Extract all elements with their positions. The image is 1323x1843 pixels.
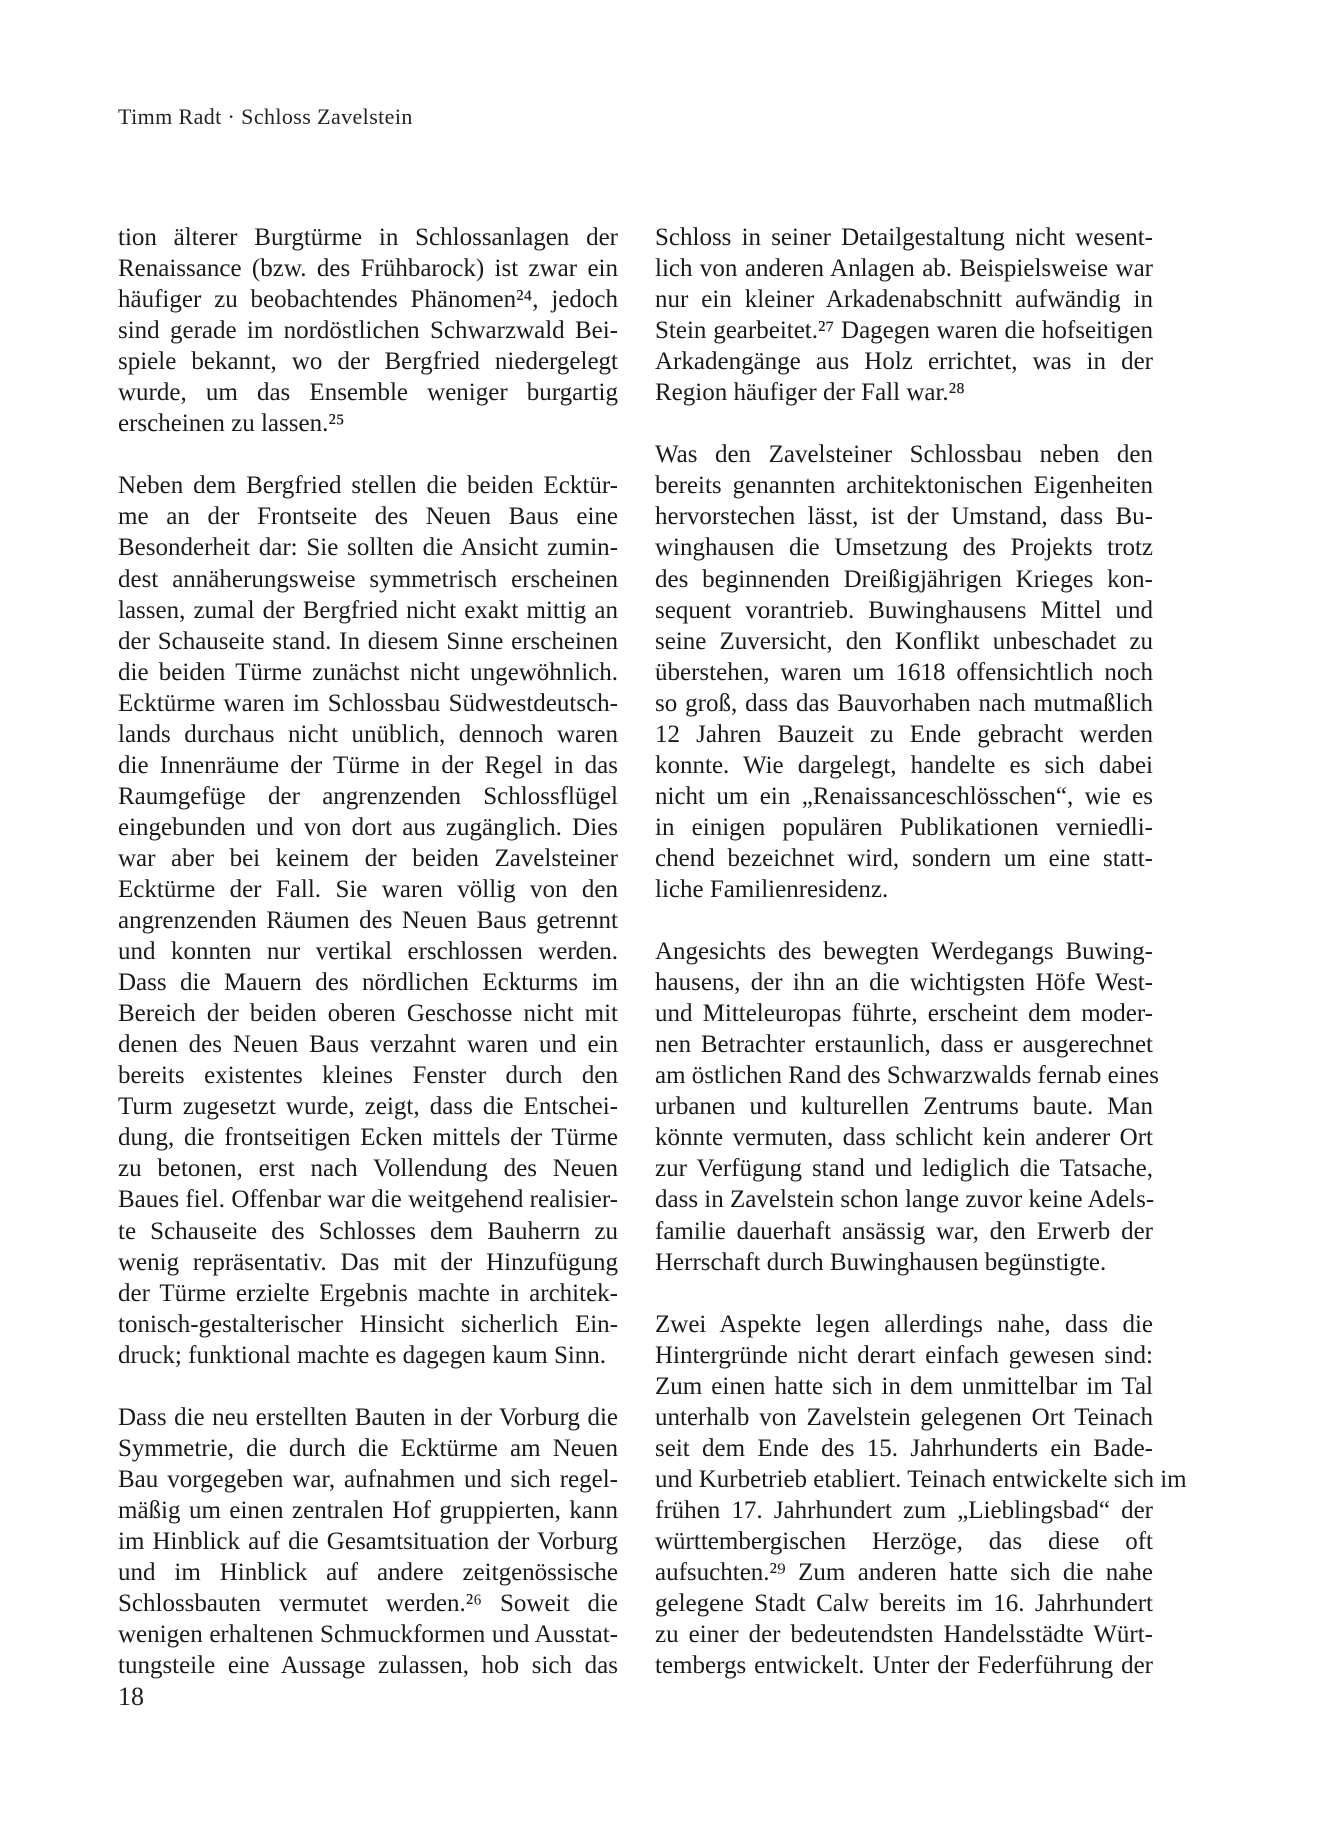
text-line: unterhalb von Zavelstein gelegenen Ort Teinach bbox=[655, 1403, 1153, 1431]
text-line: tonisch-gestalterischer Hinsicht sicherlich Ein- bbox=[118, 1310, 618, 1338]
text-line: württembergischen Herzöge, das diese oft bbox=[655, 1527, 1153, 1555]
text-line: eingebunden und von dort aus zugänglich. Dies bbox=[118, 813, 618, 841]
text-line: nen Betrachter erstaunlich, dass er ausgerechnet bbox=[655, 1031, 1153, 1059]
paragraph bbox=[655, 1309, 1187, 1682]
text-line: Neben dem Bergfried stellen die beiden Ecktür- bbox=[118, 472, 618, 500]
text-line: zu einer der bedeutendsten Handelsstädte Würt- bbox=[655, 1621, 1153, 1649]
text-line: Zwei Aspekte legen allerdings nahe, dass die bbox=[655, 1310, 1153, 1338]
text-line: bereits existentes kleines Fenster durch den bbox=[118, 1062, 618, 1090]
text-line: sind gerade im nordöstlichen Schwarzwald Bei- bbox=[118, 317, 618, 345]
text-line: dung, die frontseitigen Ecken mittels der Türme bbox=[118, 1124, 618, 1152]
text-line: könnte vermuten, dass schlicht kein anderer Ort bbox=[655, 1124, 1153, 1152]
text-line: Ecktürme waren im Schlossbau Südwestdeutsch- bbox=[118, 689, 618, 717]
paragraph bbox=[118, 470, 618, 1370]
text-line: zu betonen, erst nach Vollendung des Neuen bbox=[118, 1155, 618, 1183]
text-line: in einigen populären Publikationen verniedli- bbox=[655, 813, 1153, 841]
text-line: im Hinblick auf die Gesamtsituation der Vorburg bbox=[118, 1527, 618, 1555]
text-line: Stein gearbeitet.²⁷ Dagegen waren die hofseitigen bbox=[655, 317, 1153, 345]
text-line: Schlossbauten vermutet werden.²⁶ Soweit die bbox=[118, 1590, 618, 1618]
text-line: Bereich der beiden oberen Geschosse nicht mit bbox=[118, 1000, 618, 1028]
text-line: des beginnenden Dreißigjährigen Krieges kon- bbox=[655, 565, 1153, 593]
text-line: am östlichen Rand des Schwarzwalds fernab eines bbox=[655, 1062, 1160, 1090]
text-line: lands durchaus nicht unüblich, dennoch waren bbox=[118, 720, 618, 748]
text-line: bereits genannten architektonischen Eigenheiten bbox=[655, 472, 1153, 500]
text-line: überstehen, waren um 1618 offensichtlich noch bbox=[655, 658, 1153, 686]
text-line: urbanen und kulturellen Zentrums baute. Man bbox=[655, 1093, 1153, 1121]
text-line: Baues fiel. Offenbar war die weitgehend realisier- bbox=[118, 1186, 618, 1214]
text-line: und Mitteleuropas führte, erscheint dem moder- bbox=[655, 1000, 1153, 1028]
text-line: Hintergründe nicht derart einfach gewesen sind: bbox=[655, 1341, 1153, 1369]
text-line: tungsteile eine Aussage zulassen, hob sich das bbox=[118, 1652, 618, 1680]
text-line: te Schauseite des Schlosses dem Bauherrn zu bbox=[118, 1217, 618, 1245]
text-line: Zum einen hatte sich in dem unmittelbar im Tal bbox=[655, 1372, 1153, 1400]
text-line: seine Zuversicht, den Konflikt unbeschadet zu bbox=[655, 627, 1153, 655]
text-line: zur Verfügung stand und lediglich die Tatsache, bbox=[655, 1155, 1153, 1183]
text-line: der Türme erzielte Ergebnis machte in architek- bbox=[118, 1279, 618, 1307]
text-line: Region häufiger der Fall war.²⁸ bbox=[655, 379, 965, 407]
text-line: wenig repräsentativ. Das mit der Hinzufügung bbox=[118, 1248, 618, 1276]
text-line: druck; funktional machte es dagegen kaum Sinn. bbox=[118, 1341, 607, 1369]
text-line: seit dem Ende des 15. Jahrhunderts ein Bade- bbox=[655, 1434, 1153, 1462]
running-head: Timm Radt · Schloss Zavelstein bbox=[118, 104, 413, 129]
right-column bbox=[655, 222, 1187, 1681]
text-line: sequent vorantrieb. Buwinghausens Mittel und bbox=[655, 596, 1153, 624]
paragraph bbox=[655, 936, 1160, 1278]
text-line: und konnten nur vertikal erschlossen werden. bbox=[118, 938, 618, 966]
paragraph bbox=[118, 222, 618, 439]
text-line: Angesichts des bewegten Werdegangs Buwing- bbox=[655, 938, 1153, 966]
text-line: erscheinen zu lassen.²⁵ bbox=[118, 410, 345, 438]
text-line: winghausen die Umsetzung des Projekts trotz bbox=[655, 534, 1153, 562]
text-line: Ecktürme der Fall. Sie waren völlig von den bbox=[118, 875, 618, 903]
text-line: Renaissance (bzw. des Frühbarock) ist zwar ein bbox=[118, 255, 618, 283]
text-line: hausens, der ihn an die wichtigsten Höfe West- bbox=[655, 969, 1153, 997]
text-line: und im Hinblick auf andere zeitgenössische bbox=[118, 1559, 618, 1587]
text-line: Turm zugesetzt wurde, zeigt, dass die Entschei- bbox=[118, 1093, 618, 1121]
text-line: Was den Zavelsteiner Schlossbau neben den bbox=[655, 441, 1153, 469]
paragraph-gap bbox=[655, 1278, 1153, 1309]
text-line: 12 Jahren Bauzeit zu Ende gebracht werden bbox=[655, 720, 1153, 748]
text-line: dest annäherungsweise symmetrisch erscheinen bbox=[118, 565, 618, 593]
paragraph bbox=[655, 222, 1153, 408]
text-line: wenigen erhaltenen Schmuckformen und Ausstat- bbox=[118, 1621, 618, 1649]
text-line: der Schauseite stand. In diesem Sinne erscheinen bbox=[118, 627, 618, 655]
text-line: war aber bei keinem der beiden Zavelsteiner bbox=[118, 844, 618, 872]
text-line: Dass die Mauern des nördlichen Eckturms im bbox=[118, 969, 618, 997]
paragraph bbox=[655, 439, 1153, 905]
text-line: und Kurbetrieb etabliert. Teinach entwickelte sich im bbox=[655, 1465, 1187, 1493]
text-line: gelegene Stadt Calw bereits im 16. Jahrhundert bbox=[655, 1590, 1153, 1618]
text-line: chend bezeichnet wird, sondern um eine statt- bbox=[655, 844, 1153, 872]
text-line: Dass die neu erstellten Bauten in der Vorburg die bbox=[118, 1403, 618, 1431]
paragraph bbox=[118, 1402, 618, 1681]
text-line: angrenzenden Räumen des Neuen Baus getrennt bbox=[118, 907, 618, 935]
text-line: hervorstechen lässt, ist der Umstand, dass Bu- bbox=[655, 503, 1153, 531]
text-line: die Innenräume der Türme in der Regel in das bbox=[118, 751, 618, 779]
text-line: nur ein kleiner Arkadenabschnitt aufwändig in bbox=[655, 286, 1153, 314]
page-number: 18 bbox=[118, 1682, 144, 1711]
text-line: familie dauerhaft ansässig war, den Erwerb der bbox=[655, 1217, 1153, 1245]
text-line: Herrschaft durch Buwinghausen begünstigte. bbox=[655, 1248, 1107, 1276]
text-line: Symmetrie, die durch die Ecktürme am Neuen bbox=[118, 1434, 618, 1462]
paragraph-gap bbox=[118, 1371, 618, 1402]
text-line: so groß, dass das Bauvorhaben nach mutmaßlich bbox=[655, 689, 1153, 717]
text-line: konnte. Wie dargelegt, handelte es sich dabei bbox=[655, 751, 1153, 779]
text-line: spiele bekannt, wo der Bergfried niedergelegt bbox=[118, 348, 618, 376]
text-line: dass in Zavelstein schon lange zuvor keine Adels- bbox=[655, 1186, 1155, 1214]
text-line: Besonderheit dar: Sie sollten die Ansicht zumin- bbox=[118, 534, 618, 562]
text-line: Raumgefüge der angrenzenden Schlossflügel bbox=[118, 782, 618, 810]
paragraph-gap bbox=[118, 439, 618, 470]
text-line: denen des Neuen Baus verzahnt waren und ein bbox=[118, 1031, 618, 1059]
text-line: liche Familienresidenz. bbox=[655, 875, 889, 903]
text-line: Arkadengänge aus Holz errichtet, was in der bbox=[655, 348, 1153, 376]
text-line: me an der Frontseite des Neuen Baus eine bbox=[118, 503, 618, 531]
text-line: die beiden Türme zunächst nicht ungewöhnlich. bbox=[118, 658, 618, 686]
paragraph-gap bbox=[655, 905, 1153, 936]
text-line: mäßig um einen zentralen Hof gruppierten, kann bbox=[118, 1496, 618, 1524]
text-line: nicht um ein „Renaissanceschlösschen“, wie es bbox=[655, 782, 1153, 810]
text-line: Schloss in seiner Detailgestaltung nicht wesent- bbox=[655, 224, 1153, 251]
text-line: tembergs entwickelt. Unter der Federführung der bbox=[655, 1652, 1153, 1680]
text-line: tion älterer Burgtürme in Schlossanlagen der bbox=[118, 224, 618, 251]
paragraph-gap bbox=[655, 408, 1153, 439]
text-line: lich von anderen Anlagen ab. Beispielsweise war bbox=[655, 255, 1153, 283]
text-line: frühen 17. Jahrhundert zum „Lieblingsbad“ der bbox=[655, 1496, 1153, 1524]
text-line: lassen, zumal der Bergfried nicht exakt mittig an bbox=[118, 596, 618, 624]
text-line: wurde, um das Ensemble weniger burgartig bbox=[118, 379, 618, 407]
text-line: häufiger zu beobachtendes Phänomen²⁴, jedoch bbox=[118, 286, 618, 314]
left-column bbox=[118, 222, 618, 1681]
text-line: aufsuchten.²⁹ Zum anderen hatte sich die nahe bbox=[655, 1559, 1153, 1587]
text-line: Bau vorgegeben war, aufnahmen und sich regel- bbox=[118, 1465, 618, 1493]
